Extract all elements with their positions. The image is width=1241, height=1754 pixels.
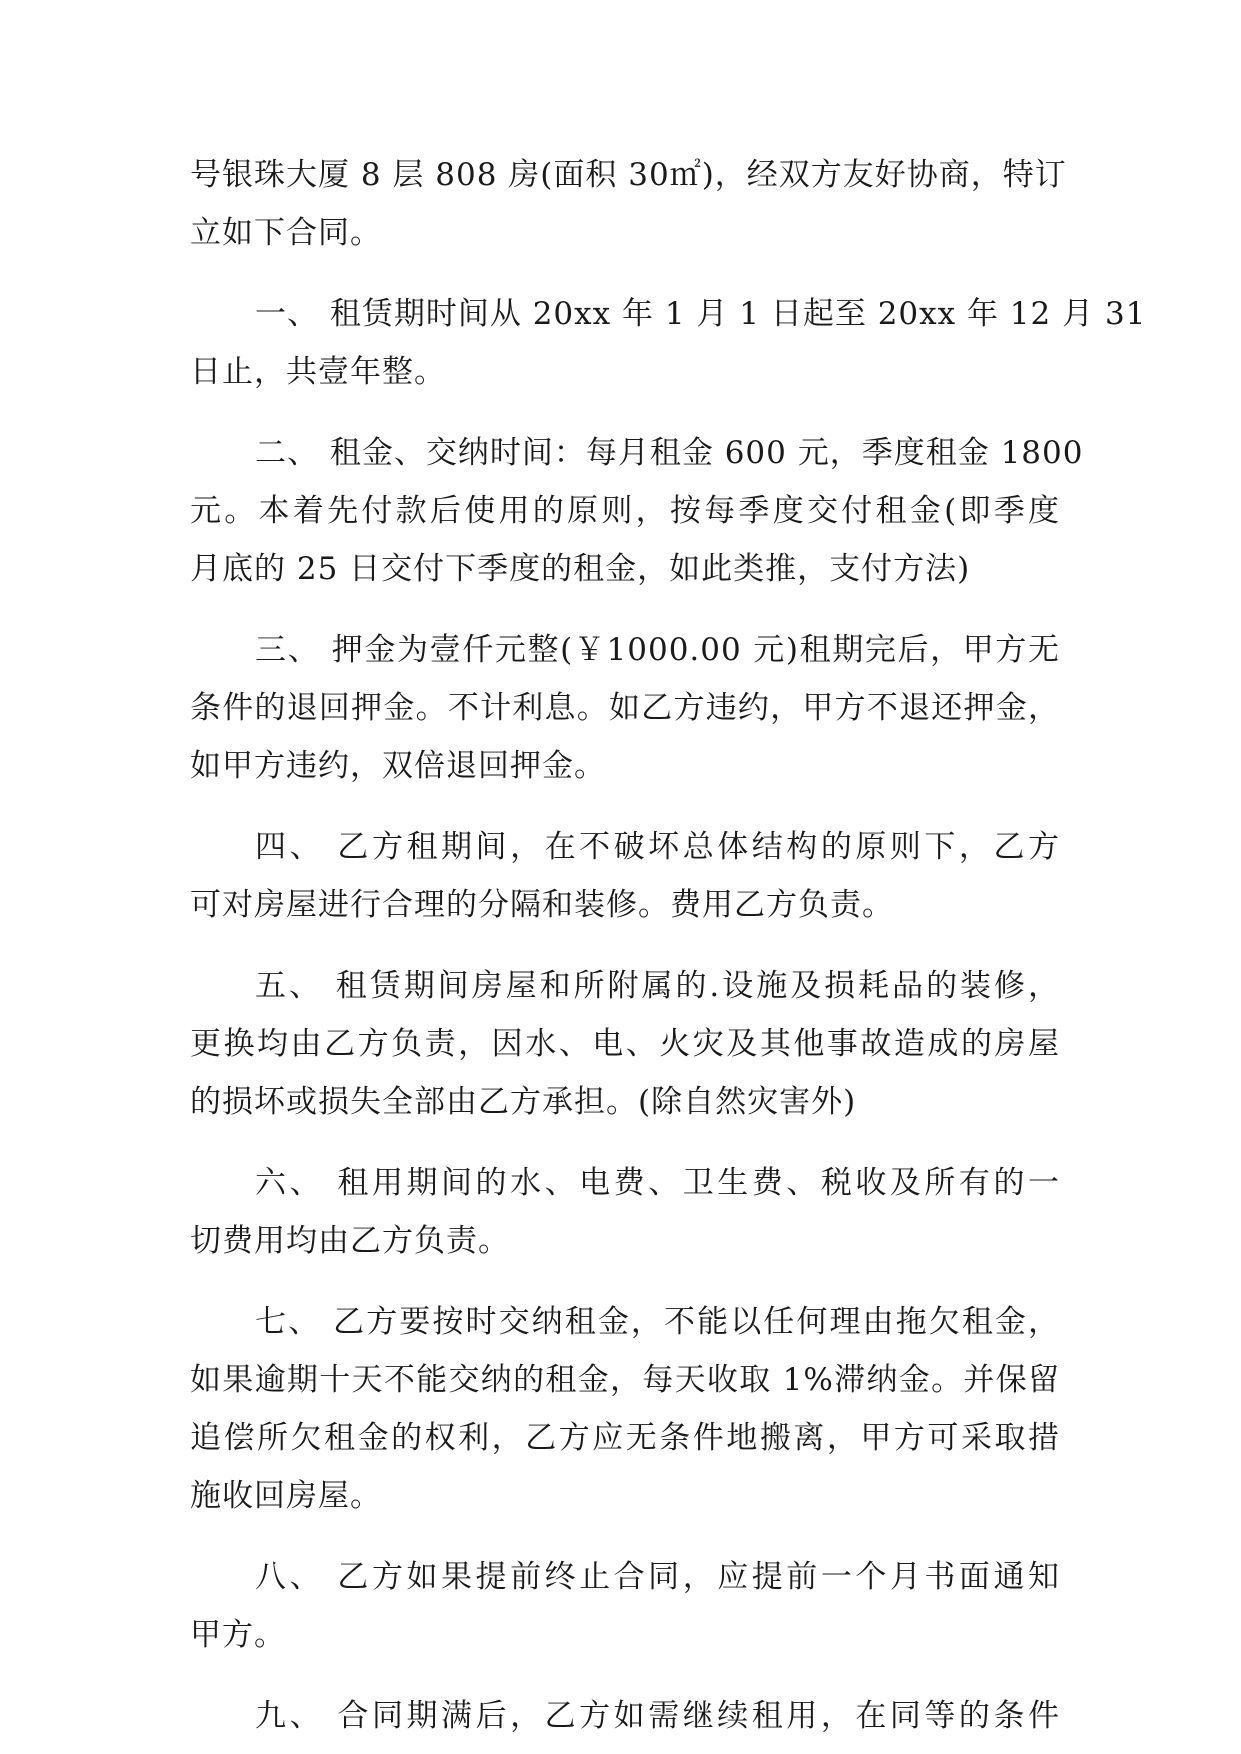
text-line: 甲方。 [190, 1617, 286, 1653]
text-line: 施收回房屋。 [190, 1478, 382, 1514]
text-line: 更换均由乙方负责，因水、电、火灾及其他事故造成的房屋 [190, 1026, 1060, 1062]
clause-1-heading-line: 一、 租赁期时间从 20xx 年 1 月 1 日起至 20xx 年 12 月 31 [255, 296, 1147, 332]
text-line: 可对房屋进行合理的分隔和装修。费用乙方负责。 [190, 887, 894, 923]
clause-4-heading-line: 四、 乙方租期间，在不破坏总体结构的原则下，乙方 [255, 829, 1060, 865]
clause-6-heading-line: 六、 租用期间的水、电费、卫生费、税收及所有的一 [255, 1165, 1060, 1201]
clause-8-heading-line: 八、 乙方如果提前终止合同，应提前一个月书面通知 [255, 1559, 1060, 1595]
clause-7-heading-line: 七、 乙方要按时交纳租金，不能以任何理由拖欠租金， [255, 1304, 1060, 1340]
text-line: 的损坏或损失全部由乙方承担。(除自然灾害外) [190, 1084, 857, 1120]
text-line: 立如下合同。 [190, 215, 382, 251]
clause-5-heading-line: 五、 租赁期间房屋和所附属的.设施及损耗品的装修， [255, 968, 1060, 1004]
clause-2-heading-line: 二、 租金、交纳时间：每月租金 600 元，季度租金 1800 [255, 435, 1084, 471]
text-line: 号银珠大厦 8 层 808 房(面积 30㎡)，经双方友好协商，特订 [190, 157, 1067, 193]
text-line: 条件的退回押金。不计利息。如乙方违约，甲方不退还押金， [190, 690, 1060, 726]
text-line: 如果逾期十天不能交纳的租金，每天收取 1%滞纳金。并保留 [190, 1362, 1060, 1398]
text-line: 日止，共壹年整。 [190, 354, 446, 390]
text-line: 月底的 25 日交付下季度的租金，如此类推，支付方法) [190, 551, 971, 587]
text-line: 追偿所欠租金的权利，乙方应无条件地搬离，甲方可采取措 [190, 1420, 1060, 1456]
clause-3-heading-line: 三、 押金为壹仟元整(￥1000.00 元)租期完后，甲方无 [255, 632, 1060, 668]
clause-9-heading-line: 九、 合同期满后，乙方如需继续租用，在同等的条件 [255, 1698, 1060, 1734]
text-line: 如甲方违约，双倍退回押金。 [190, 748, 606, 784]
text-line: 元。本着先付款后使用的原则，按每季度交付租金(即季度 [190, 493, 1060, 529]
text-line: 切费用均由乙方负责。 [190, 1223, 510, 1259]
